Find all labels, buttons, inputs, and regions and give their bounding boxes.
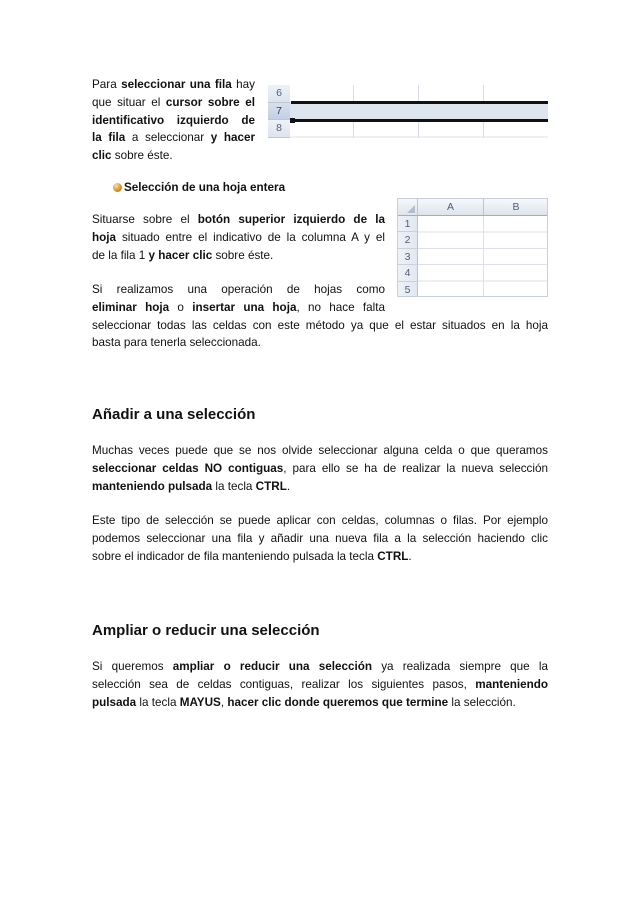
text-run: la tecla bbox=[212, 479, 256, 493]
text-line bbox=[92, 317, 548, 335]
text-line bbox=[92, 694, 548, 712]
bold-text: seleccionar celdas NO contiguas bbox=[92, 461, 284, 475]
selected-row-highlight bbox=[290, 103, 548, 121]
bold-text: manteniendo bbox=[475, 677, 548, 691]
bold-text: hacer clic donde queremos que termine bbox=[227, 695, 449, 709]
selection-border-top bbox=[291, 101, 548, 104]
row-header: 2 bbox=[398, 232, 418, 248]
bold-text: MAYUS bbox=[179, 695, 221, 709]
sheet-corner-image bbox=[397, 198, 548, 297]
fill-handle bbox=[290, 118, 295, 123]
text-run: ya realizada siempre que la bbox=[372, 660, 548, 673]
bold-text: cursor sobre el bbox=[165, 95, 255, 109]
text-line bbox=[92, 658, 548, 676]
bold-text: y hacer clic bbox=[148, 248, 213, 262]
text-run: hay bbox=[231, 78, 256, 91]
text-run: la selección. bbox=[448, 695, 516, 709]
bold-text: hoja bbox=[92, 230, 117, 244]
row-header: 1 bbox=[398, 216, 418, 232]
whole-sheet-paragraph bbox=[92, 211, 385, 264]
bold-text: ampliar o reducir una selección bbox=[172, 660, 372, 673]
text-run: Para bbox=[92, 78, 122, 91]
text-run: Si realizamos una operación de hojas como bbox=[92, 283, 385, 296]
bullet-ball-icon bbox=[113, 183, 122, 192]
text-line bbox=[92, 76, 255, 94]
row-header: 8 bbox=[268, 120, 290, 138]
column-header: A bbox=[418, 199, 484, 216]
text-run: , no hace falta bbox=[296, 300, 385, 314]
text-run: sobre éste. bbox=[111, 149, 173, 163]
selection-border-bottom bbox=[291, 119, 548, 122]
bold-text: manteniendo pulsada bbox=[92, 479, 213, 493]
text-line bbox=[92, 229, 385, 247]
text-run: Si queremos bbox=[92, 660, 173, 673]
text-line bbox=[92, 676, 548, 694]
text-line bbox=[92, 460, 548, 478]
text-line bbox=[92, 129, 255, 147]
text-line bbox=[92, 299, 385, 317]
text-run: o bbox=[169, 300, 193, 314]
text-line bbox=[92, 247, 385, 265]
text-line bbox=[92, 548, 548, 566]
bold-text: pulsada bbox=[92, 695, 137, 709]
row-header: 3 bbox=[398, 249, 418, 265]
row-header: 7 bbox=[268, 103, 290, 121]
row-header: 5 bbox=[398, 282, 418, 297]
text-line bbox=[92, 112, 255, 130]
bold-text: seleccionar una fila bbox=[121, 78, 232, 91]
cell-grid bbox=[418, 216, 548, 297]
text-line bbox=[92, 334, 548, 352]
text-line bbox=[92, 530, 548, 548]
selected-row-fill bbox=[290, 103, 548, 121]
text-run: Situarse sobre el bbox=[92, 213, 198, 226]
column-header: B bbox=[484, 199, 548, 216]
bold-text: insertar una hoja bbox=[192, 300, 297, 314]
section-heading: Añadir a una selección bbox=[92, 406, 256, 423]
text-line bbox=[92, 512, 548, 530]
section-heading: Ampliar o reducir una selección bbox=[92, 622, 320, 639]
select-all-corner bbox=[398, 199, 418, 216]
text-line bbox=[92, 94, 255, 112]
text-line bbox=[92, 211, 385, 229]
text-run: sobre éste. bbox=[212, 248, 274, 262]
bold-text: CTRL bbox=[255, 479, 287, 493]
text-run: de la fila 1 bbox=[92, 248, 149, 262]
text-run: basta para tenerla seleccionada. bbox=[92, 336, 261, 350]
text-run: Este tipo de selección se puede aplicar con celdas, columnas o filas. Por ejemplo bbox=[92, 514, 548, 527]
add-selection-paragraph-1 bbox=[92, 442, 548, 495]
corner-triangle-icon bbox=[407, 205, 415, 213]
text-run: selección sea de celdas contiguas, realizar los siguientes pasos, bbox=[92, 677, 476, 691]
bold-text: identificativo izquierdo de bbox=[92, 113, 255, 127]
text-run: sobre el indicador de fila manteniendo pulsada la tecla bbox=[92, 549, 378, 563]
row-header: 6 bbox=[268, 85, 290, 103]
text-run: situado entre el indicativo de la columna A y el bbox=[116, 230, 385, 244]
text-run: , bbox=[220, 695, 228, 709]
text-line bbox=[92, 281, 385, 299]
column-gridline bbox=[483, 216, 484, 297]
text-run: la tecla bbox=[136, 695, 180, 709]
bold-text: eliminar hoja bbox=[92, 300, 170, 314]
text-run: , para ello se ha de realizar la nueva selección bbox=[283, 461, 549, 475]
row-header: 4 bbox=[398, 265, 418, 281]
bold-text: CTRL bbox=[377, 549, 409, 563]
add-selection-paragraph-2 bbox=[92, 512, 548, 565]
bold-text: clic bbox=[92, 149, 112, 163]
bullet-label: Selección de una hoja entera bbox=[124, 181, 286, 194]
text-line bbox=[92, 478, 548, 496]
bold-text: la fila bbox=[92, 131, 126, 145]
text-run: Muchas veces puede que se nos olvide seleccionar alguna celda o que queramos bbox=[92, 444, 548, 457]
text-run: seleccionar todas las celdas con este método ya que el estar situados en la hoja bbox=[92, 318, 548, 332]
row-selection-paragraph bbox=[92, 76, 255, 165]
row-selection-image bbox=[268, 83, 548, 138]
text-run: a seleccionar bbox=[125, 131, 211, 145]
text-line bbox=[92, 147, 255, 165]
extend-selection-paragraph bbox=[92, 658, 548, 711]
text-line bbox=[92, 442, 548, 460]
text-run: . bbox=[286, 479, 291, 493]
bold-text: botón superior izquierdo de la bbox=[197, 213, 386, 226]
text-run: . bbox=[408, 549, 412, 563]
text-run: que situar el bbox=[92, 95, 166, 109]
bold-text: y hacer bbox=[210, 131, 256, 145]
text-run: podemos seleccionar una fila y añadir una nueva fila a la selección haciendo clic bbox=[92, 531, 548, 545]
